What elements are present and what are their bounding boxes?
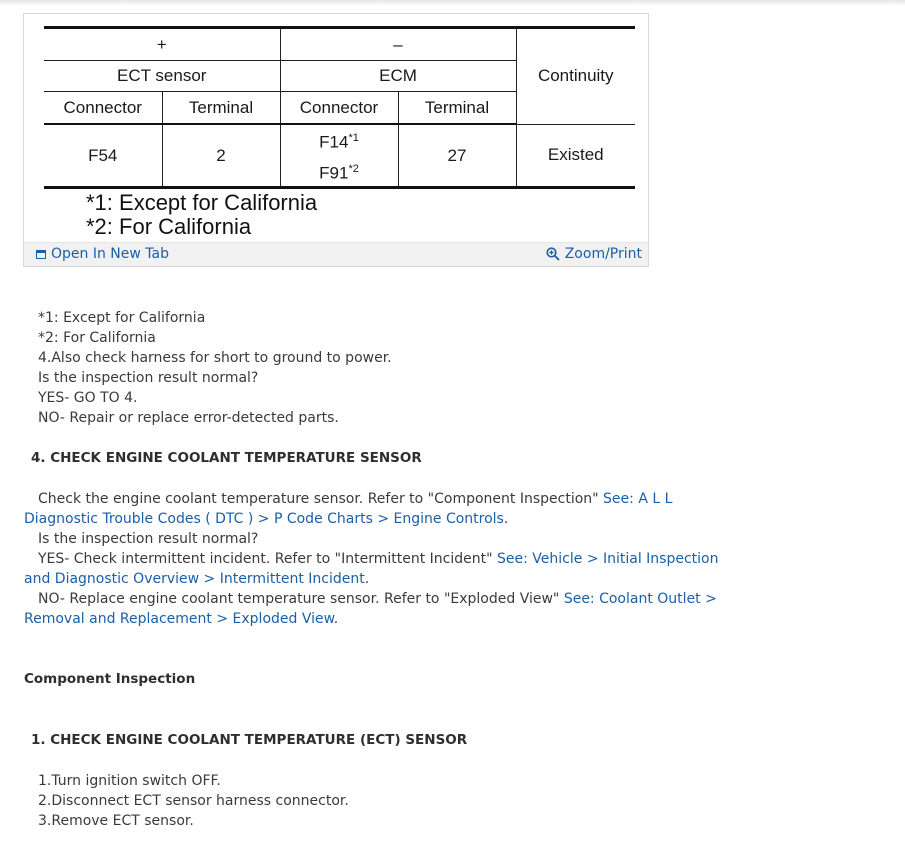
intermittent-link-b[interactable]: and Diagnostic Overview > Intermittent Incident (24, 571, 365, 587)
ect-connector-header: Connector (44, 92, 162, 125)
minus-header: – (280, 28, 516, 61)
ecm-terminal-header: Terminal (398, 92, 516, 125)
ecm-connector-1-note: *1 (348, 132, 359, 144)
zoom-print-label: Zoom/Print (564, 246, 642, 262)
question-result-normal-2: Is the inspection result normal? (38, 531, 259, 547)
open-new-tab-label: Open In New Tab (51, 246, 169, 262)
exploded-view-end: . (333, 611, 339, 627)
plus-header: + (44, 28, 280, 61)
zoom-print-link[interactable] (546, 246, 642, 262)
ecm-connector-2-note: *2 (348, 162, 359, 175)
no-replace-sensor-cont (24, 609, 338, 629)
ecm-header: ECM (280, 61, 516, 92)
check-sensor-text (38, 489, 672, 509)
no-replace-sensor (38, 589, 717, 609)
new-tab-icon (36, 250, 46, 259)
zoom-icon (546, 247, 560, 261)
figure-note-1: *1: Except for California (86, 190, 318, 215)
no-repair-parts: NO- Repair or replace error-detected parts. (38, 410, 339, 426)
check-sensor-text-cont (24, 509, 508, 529)
figure-note-2: *2: For California (86, 214, 252, 239)
ect-terminal-value: 2 (162, 124, 280, 188)
top-shadow (0, 0, 905, 6)
ecm-connector-2: F91 (319, 163, 349, 183)
step-check-harness: 4.Also check harness for short to ground to power. (38, 350, 392, 366)
check-sensor-end: . (503, 511, 509, 527)
note-for-california: *2: For California (38, 330, 156, 346)
note-except-california: *1: Except for California (38, 310, 206, 326)
intermittent-link-a[interactable]: See: Vehicle > Initial Inspection (497, 551, 719, 567)
open-new-tab-link[interactable] (36, 246, 169, 262)
check-sensor-link-b[interactable]: Diagnostic Trouble Codes ( DTC ) > P Code Charts > Engine Controls (24, 511, 504, 527)
yes-intermittent (38, 549, 719, 569)
section-heading-1: 1. CHECK ENGINE COOLANT TEMPERATURE (ECT) SENSOR (31, 732, 468, 748)
exploded-view-link-b[interactable]: Removal and Replacement > Exploded View (24, 611, 334, 627)
step-disconnect-connector: 2.Disconnect ECT sensor harness connector. (38, 793, 349, 809)
yes-intermittent-cont (24, 569, 369, 589)
ecm-connector-value (280, 124, 398, 188)
check-sensor-link-a[interactable]: See: A L L (603, 491, 673, 507)
connector-table-figure (23, 13, 649, 267)
ecm-connector-1: F14 (319, 132, 349, 152)
no-replace-text: NO- Replace engine coolant temperature sensor. Refer to "Exploded View" (38, 591, 564, 607)
continuity-value: Existed (516, 124, 635, 188)
step-turn-ignition-off: 1.Turn ignition switch OFF. (38, 773, 221, 789)
ect-terminal-header: Terminal (162, 92, 280, 125)
section-heading-4: 4. CHECK ENGINE COOLANT TEMPERATURE SENSOR (31, 450, 422, 466)
exploded-view-link-a[interactable]: See: Coolant Outlet > (563, 591, 717, 607)
ect-connector-value: F54 (44, 124, 162, 188)
yes-intermittent-text: YES- Check intermittent incident. Refer to "Intermittent Incident" (38, 551, 498, 567)
step-remove-sensor: 3.Remove ECT sensor. (38, 813, 194, 829)
question-result-normal: Is the inspection result normal? (38, 370, 259, 386)
ecm-terminal-value: 27 (398, 124, 516, 188)
component-inspection-heading: Component Inspection (24, 671, 196, 687)
continuity-header: Continuity (516, 28, 635, 125)
intermittent-end: . (364, 571, 370, 587)
continuity-table (44, 26, 635, 189)
ecm-connector-header: Connector (280, 92, 398, 125)
ect-sensor-header: ECT sensor (44, 61, 280, 92)
check-sensor-instruction: Check the engine coolant temperature sensor. Refer to "Component Inspection" (38, 491, 604, 507)
yes-go-to-4: YES- GO TO 4. (38, 390, 138, 406)
